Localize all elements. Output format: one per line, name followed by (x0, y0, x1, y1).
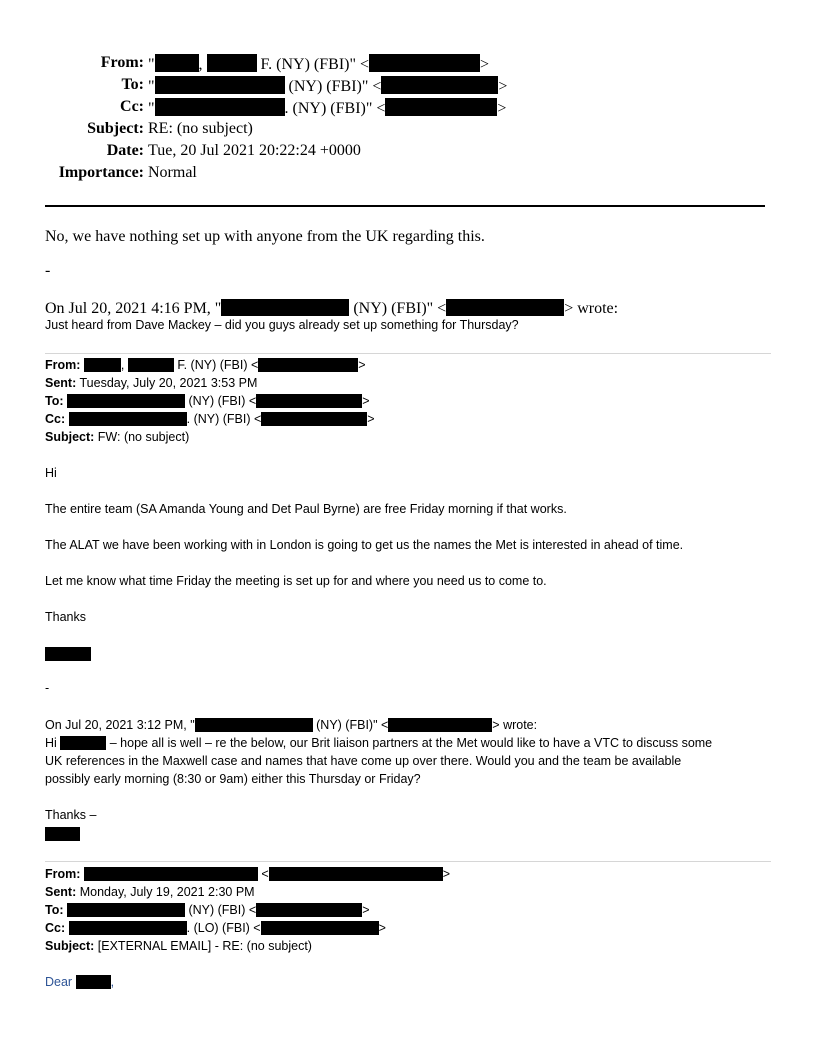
redaction-block (269, 867, 443, 881)
cc-value (148, 98, 506, 118)
msg4-sent-value: Monday, July 19, 2021 2:30 PM (76, 885, 255, 899)
redaction-block (256, 394, 362, 408)
cc-affiliation: . (NY) (FBI)" < (284, 100, 386, 117)
redaction-block (385, 98, 497, 116)
msg2-subject-line (45, 430, 189, 444)
msg2-from-comma: , (120, 358, 125, 372)
to-end: > (498, 78, 508, 95)
from-comma: , (198, 56, 203, 73)
signature-redaction (45, 647, 91, 661)
msg2-thanks: Thanks (45, 610, 86, 624)
redaction-block (69, 412, 187, 426)
msg2-to-affiliation: (NY) (FBI) < (185, 394, 257, 408)
redaction-block (67, 394, 185, 408)
msg3-quote-mid: (NY) (FBI)" < (312, 718, 389, 732)
redaction-block (84, 358, 121, 372)
msg4-dear: Dear (45, 975, 76, 989)
msg2-subject-label: Subject: (45, 430, 95, 444)
redaction-block (76, 975, 111, 989)
msg3-line-1 (45, 736, 712, 750)
from-end: > (480, 56, 490, 73)
redaction-block (261, 921, 379, 935)
cc-end: > (497, 100, 507, 117)
msg2-from-label: From: (45, 358, 81, 372)
msg4-subject-line (45, 939, 312, 953)
to-affiliation: (NY) (FBI)" < (284, 78, 382, 95)
reply-text: No, we have nothing set up with anyone from the UK regarding this. (45, 228, 485, 245)
from-affiliation: F. (NY) (FBI)" < (256, 56, 370, 73)
quote-attribution-1 (45, 299, 618, 318)
from-quote: " (148, 56, 155, 73)
msg2-to-label: To: (45, 394, 64, 408)
msg2-to-line (45, 394, 370, 408)
msg3-line-3: possibly early morning (8:30 or 9am) either this Thursday or Friday? (45, 772, 421, 786)
msg2-paragraph-3: Let me know what time Friday the meeting is set up for and where you need us to come to. (45, 574, 547, 588)
msg2-cc-label: Cc: (45, 412, 66, 426)
quote-prefix: On Jul 20, 2021 4:16 PM, " (45, 300, 222, 317)
redaction-block (128, 358, 174, 372)
to-value (148, 76, 507, 96)
message-separator (45, 353, 771, 354)
subject-value: RE: (no subject) (148, 120, 253, 137)
date-value: Tue, 20 Jul 2021 20:22:24 +0000 (148, 142, 361, 159)
redaction-block (388, 718, 492, 732)
msg2-paragraph-2: The ALAT we have been working with in London is going to get us the names the Met is interested in ahead of time. (45, 538, 684, 552)
msg3-line1-rest: – hope all is well – re the below, our Brit liaison partners at the Met would like to have a VTC to discuss some (106, 736, 713, 750)
msg3-quote-prefix: On Jul 20, 2021 3:12 PM, " (45, 718, 195, 732)
redaction-block (155, 98, 285, 116)
msg3-thanks: Thanks – (45, 808, 97, 822)
msg4-cc-end: > (378, 921, 386, 935)
redaction-block (60, 736, 106, 750)
signature-redaction (45, 827, 80, 841)
msg4-from-end: > (442, 867, 450, 881)
msg2-sent-value: Tuesday, July 20, 2021 3:53 PM (76, 376, 258, 390)
redaction-block (256, 903, 362, 917)
redaction-block (155, 54, 199, 72)
msg2-to-end: > (362, 394, 370, 408)
redaction-block (381, 76, 498, 94)
reply-dash: - (45, 262, 51, 279)
redaction-block (155, 76, 285, 94)
redaction-block (446, 299, 564, 316)
redaction-block (258, 358, 358, 372)
redaction-block (69, 921, 187, 935)
msg3-line-2: UK references in the Maxwell case and names that have come up over there. Would you and the team be available (45, 754, 682, 768)
quote-end: > wrote: (564, 300, 619, 317)
importance-label: Importance: (58, 164, 144, 181)
redaction-block (84, 867, 258, 881)
msg4-cc-label: Cc: (45, 921, 66, 935)
quote-text-1: Just heard from Dave Mackey – did you guys already set up something for Thursday? (45, 318, 519, 332)
msg4-sent-line (45, 885, 255, 899)
msg4-from-label: From: (45, 867, 81, 881)
msg4-cc-line (45, 921, 386, 935)
msg2-sent-label: Sent: (45, 376, 77, 390)
redaction-block (369, 54, 480, 72)
msg2-sent-line (45, 376, 257, 390)
msg2-cc-line (45, 412, 375, 426)
msg4-to-affiliation: (NY) (FBI) < (185, 903, 257, 917)
from-label: From: (100, 54, 144, 71)
msg4-to-end: > (362, 903, 370, 917)
msg4-from-mid: < (257, 867, 269, 881)
msg4-to-label: To: (45, 903, 64, 917)
redaction-block (261, 412, 367, 426)
msg4-subject-label: Subject: (45, 939, 95, 953)
from-value (148, 54, 489, 74)
header-divider (45, 205, 765, 207)
msg2-from-affiliation: F. (NY) (FBI) < (173, 358, 259, 372)
msg2-cc-end: > (367, 412, 375, 426)
msg4-subject-value: [EXTERNAL EMAIL] - RE: (no subject) (94, 939, 312, 953)
date-label: Date: (106, 142, 144, 159)
msg2-subject-value: FW: (no subject) (94, 430, 190, 444)
msg2-from-line (45, 358, 366, 372)
message-separator (45, 861, 771, 862)
to-label: To: (121, 76, 144, 93)
redaction-block (221, 299, 349, 316)
cc-label: Cc: (120, 98, 144, 115)
msg3-quote-end: > wrote: (492, 718, 538, 732)
subject-label: Subject: (87, 120, 144, 137)
redaction-block (67, 903, 185, 917)
msg4-cc-affiliation: . (LO) (FBI) < (186, 921, 261, 935)
cc-quote: " (148, 100, 155, 117)
msg2-cc-affiliation: . (NY) (FBI) < (186, 412, 262, 426)
msg4-from-line (45, 867, 450, 881)
msg2-paragraph-1: The entire team (SA Amanda Young and Det Paul Byrne) are free Friday morning if that works. (45, 502, 567, 516)
msg3-hi: Hi (45, 736, 61, 750)
importance-value: Normal (148, 164, 197, 181)
msg2-dash: - (45, 681, 50, 695)
msg4-to-line (45, 903, 370, 917)
msg4-sent-label: Sent: (45, 885, 77, 899)
to-quote: " (148, 78, 155, 95)
msg2-from-end: > (358, 358, 366, 372)
redaction-block (207, 54, 257, 72)
msg2-greeting: Hi (45, 466, 57, 480)
msg4-dear-end: , (110, 975, 115, 989)
redaction-block (195, 718, 313, 732)
quote-attribution-2 (45, 718, 537, 732)
msg4-salutation (45, 975, 114, 989)
quote-mid: (NY) (FBI)" < (349, 300, 447, 317)
